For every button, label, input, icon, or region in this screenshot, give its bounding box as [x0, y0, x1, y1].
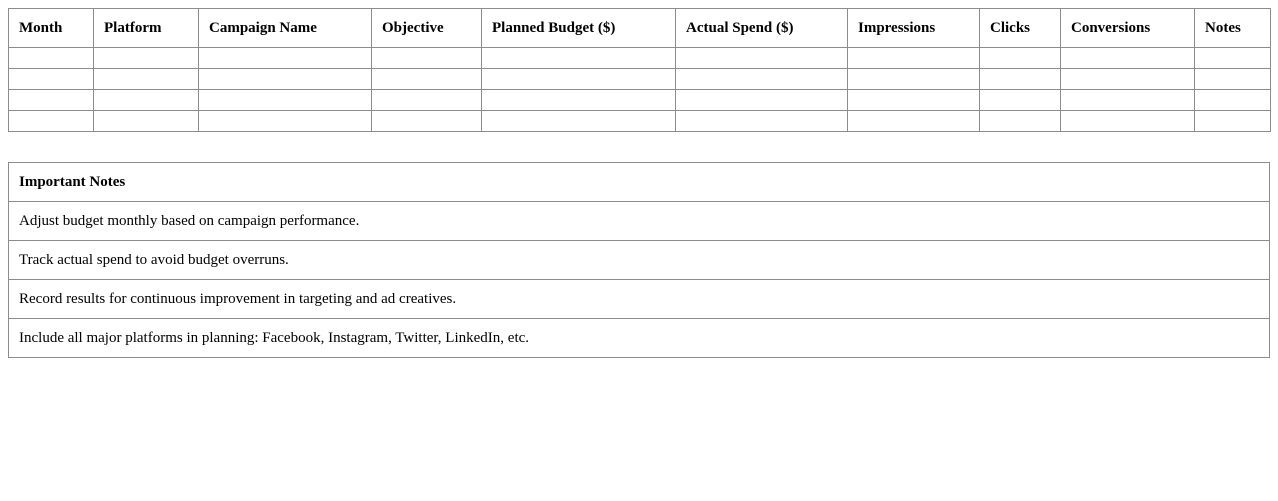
table-cell[interactable] — [1195, 48, 1271, 69]
note-text: Record results for continuous improvement in targeting and ad creatives. — [9, 280, 1270, 319]
column-header-month: Month — [9, 9, 94, 48]
column-header-actual-spend: Actual Spend ($) — [676, 9, 848, 48]
table-cell[interactable] — [94, 111, 199, 132]
table-cell[interactable] — [94, 48, 199, 69]
table-cell[interactable] — [199, 69, 372, 90]
table-row — [9, 111, 1271, 132]
table-cell[interactable] — [94, 90, 199, 111]
table-cell[interactable] — [676, 90, 848, 111]
list-item — [9, 280, 1270, 319]
notes-title: Important Notes — [9, 163, 1270, 202]
table-cell[interactable] — [848, 90, 980, 111]
note-text: Include all major platforms in planning: Facebook, Instagram, Twitter, LinkedIn, etc. — [9, 319, 1270, 358]
table-cell[interactable] — [9, 111, 94, 132]
table-cell[interactable] — [9, 90, 94, 111]
table-cell[interactable] — [482, 48, 676, 69]
table-cell[interactable] — [482, 69, 676, 90]
table-cell[interactable] — [372, 69, 482, 90]
table-cell[interactable] — [848, 48, 980, 69]
table-row — [9, 90, 1271, 111]
table-cell[interactable] — [676, 111, 848, 132]
list-item — [9, 241, 1270, 280]
table-cell[interactable] — [9, 69, 94, 90]
table-cell[interactable] — [482, 90, 676, 111]
table-row — [9, 48, 1271, 69]
table-cell[interactable] — [1195, 111, 1271, 132]
table-cell[interactable] — [980, 48, 1061, 69]
table-cell[interactable] — [848, 111, 980, 132]
table-cell[interactable] — [372, 111, 482, 132]
column-header-clicks: Clicks — [980, 9, 1061, 48]
column-header-objective: Objective — [372, 9, 482, 48]
table-cell[interactable] — [1061, 48, 1195, 69]
table-cell[interactable] — [1195, 69, 1271, 90]
column-header-notes: Notes — [1195, 9, 1271, 48]
list-item — [9, 319, 1270, 358]
table-cell[interactable] — [9, 48, 94, 69]
column-header-planned-budget: Planned Budget ($) — [482, 9, 676, 48]
table-cell[interactable] — [980, 90, 1061, 111]
table-cell[interactable] — [1061, 90, 1195, 111]
table-cell[interactable] — [199, 48, 372, 69]
note-text: Adjust budget monthly based on campaign performance. — [9, 202, 1270, 241]
column-header-campaign-name: Campaign Name — [199, 9, 372, 48]
column-header-conversions: Conversions — [1061, 9, 1195, 48]
note-text: Track actual spend to avoid budget overruns. — [9, 241, 1270, 280]
table-cell[interactable] — [1195, 90, 1271, 111]
table-cell[interactable] — [94, 69, 199, 90]
column-header-platform: Platform — [94, 9, 199, 48]
table-cell[interactable] — [199, 90, 372, 111]
table-cell[interactable] — [1061, 69, 1195, 90]
table-cell[interactable] — [372, 90, 482, 111]
table-cell[interactable] — [676, 48, 848, 69]
table-cell[interactable] — [848, 69, 980, 90]
notes-header-row — [9, 163, 1270, 202]
table-cell[interactable] — [980, 111, 1061, 132]
list-item — [9, 202, 1270, 241]
table-cell[interactable] — [199, 111, 372, 132]
column-header-impressions: Impressions — [848, 9, 980, 48]
table-cell[interactable] — [980, 69, 1061, 90]
table-cell[interactable] — [372, 48, 482, 69]
table-cell[interactable] — [482, 111, 676, 132]
table-row — [9, 69, 1271, 90]
budget-table — [8, 8, 1271, 132]
table-cell[interactable] — [1061, 111, 1195, 132]
header-row — [9, 9, 1271, 48]
table-cell[interactable] — [676, 69, 848, 90]
notes-table — [8, 162, 1270, 358]
